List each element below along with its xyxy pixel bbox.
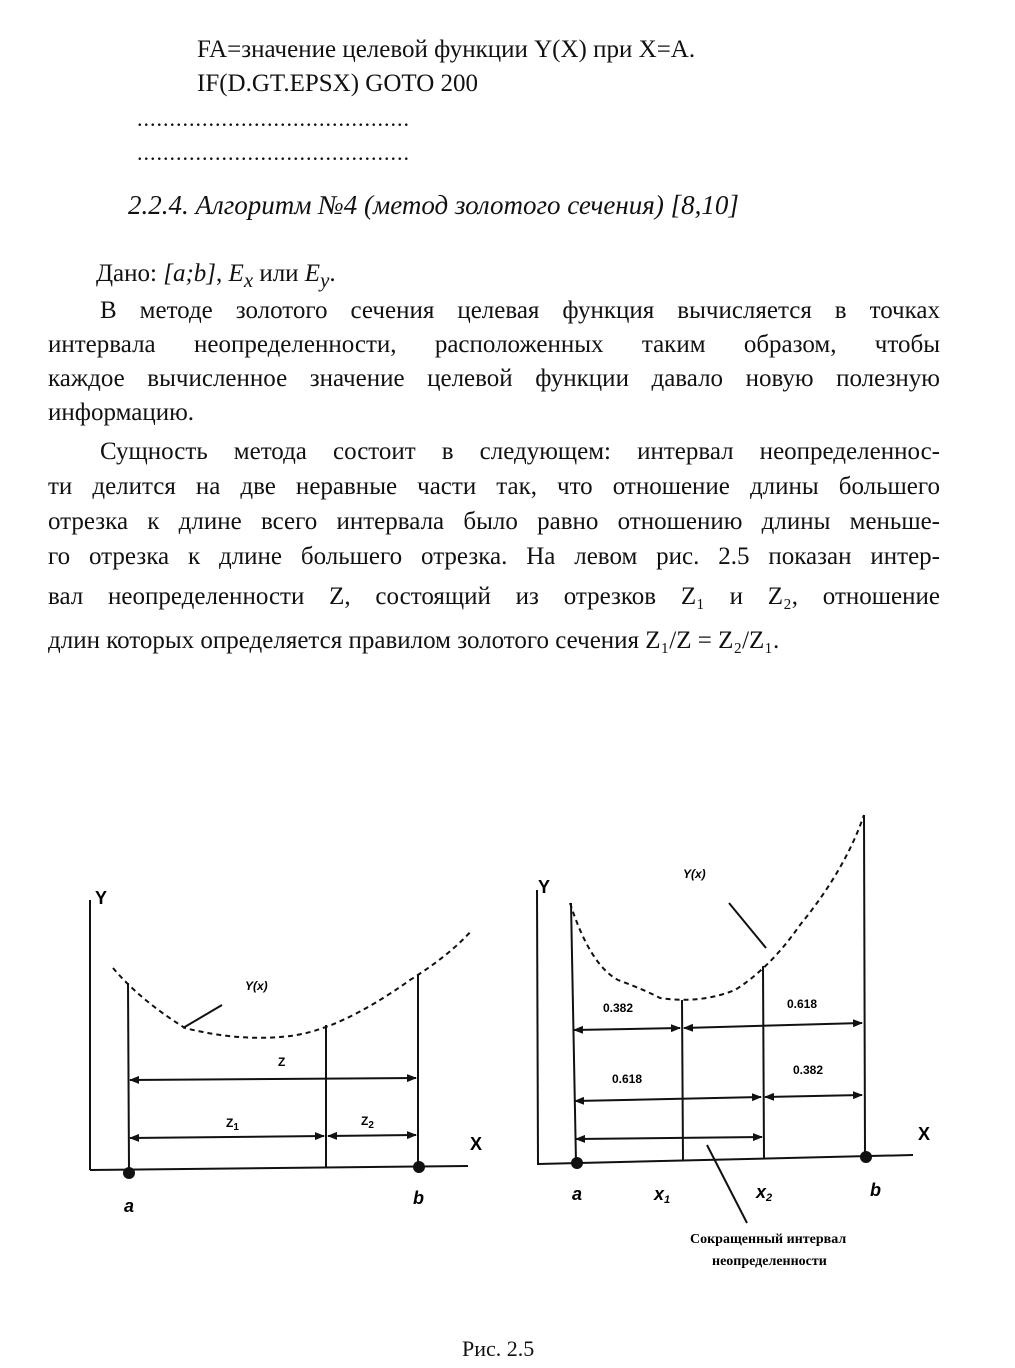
right-value-0382-top: 0.382 bbox=[603, 1001, 634, 1015]
right-value-0618-top: 0.618 bbox=[787, 997, 818, 1011]
given-line: Дано: [a;b], $E_x$ или $E_y$. bbox=[96, 260, 336, 292]
right-arrow-0618-top bbox=[684, 1023, 862, 1028]
right-arrow-0618-bottom bbox=[575, 1097, 761, 1101]
figure-caption: Рис. 2.5 bbox=[462, 1336, 535, 1361]
left-z1-label: $Z_1$ bbox=[226, 1116, 239, 1133]
given-prefix: Дано: bbox=[96, 260, 164, 287]
left-diagram bbox=[90, 900, 472, 1170]
right-b-label: b bbox=[870, 1180, 881, 1200]
given-end: . bbox=[329, 260, 336, 287]
left-arrow-z2 bbox=[328, 1135, 416, 1136]
given-ey: E bbox=[304, 260, 321, 287]
para1-line: интервала неопределенности, расположенных таким образом, чтобы bbox=[48, 331, 940, 358]
left-line-a bbox=[128, 983, 129, 1170]
right-y-axis bbox=[537, 890, 538, 1165]
right-point-b bbox=[860, 1151, 872, 1163]
right-curve bbox=[570, 815, 864, 1000]
left-arrow-z bbox=[130, 1078, 416, 1080]
given-ex-sub: x bbox=[243, 268, 254, 292]
right-note-line-2: неопределенности bbox=[712, 1254, 827, 1269]
given-ey-sub: y bbox=[320, 268, 330, 292]
right-point-a bbox=[571, 1157, 583, 1169]
right-arrow-0382-bottom bbox=[765, 1095, 862, 1097]
left-a-label: a bbox=[124, 1196, 135, 1216]
given-interval: [a;b] bbox=[163, 260, 217, 287]
given-or: или bbox=[253, 260, 305, 287]
left-curve-pointer bbox=[183, 1005, 222, 1028]
right-x1-label: x1 bbox=[654, 1184, 671, 1206]
left-point-a bbox=[123, 1167, 135, 1179]
right-line-x1 bbox=[682, 1000, 683, 1161]
right-diagram bbox=[537, 815, 913, 1223]
right-note-line-1: Сокращенный интервал bbox=[690, 1232, 847, 1247]
right-arrow-0382-top bbox=[574, 1028, 680, 1030]
right-y-label: Y bbox=[538, 877, 551, 897]
right-line-b bbox=[864, 815, 865, 1156]
dotted-line-2: .......................................... bbox=[137, 140, 410, 165]
dotted-line-1: .......................................... bbox=[137, 106, 410, 131]
para2-line: вал неопределенности Z, состоящий из отрезков Z₁ и Z₂, отношение bbox=[48, 583, 940, 610]
left-y-label: Y bbox=[95, 888, 108, 908]
para2-line: Сущность метода состоит в следующем: интервал неопределеннос- bbox=[100, 438, 940, 465]
left-z2-label: $Z_2$ bbox=[361, 1114, 374, 1131]
left-x-axis bbox=[90, 1166, 468, 1170]
right-curve-label: Y(x) bbox=[683, 867, 706, 881]
right-x-label: X bbox=[918, 1124, 931, 1144]
code-line-1: FA=значение целевой функции Y(X) при X=A. bbox=[197, 36, 696, 63]
right-curve-pointer bbox=[729, 903, 766, 948]
left-x-label: X bbox=[470, 1134, 483, 1154]
right-line-x2 bbox=[763, 966, 764, 1159]
right-value-0618-bottom: 0.618 bbox=[612, 1072, 643, 1086]
right-reduced-pointer bbox=[707, 1145, 747, 1223]
right-a-label: a bbox=[572, 1184, 583, 1204]
right-value-0382-bottom: 0.382 bbox=[793, 1063, 824, 1077]
para2-line: длин которых определяется правилом золотого сечения Z₁/Z = Z₂/Z₁. bbox=[48, 627, 780, 654]
right-arrow-reduced bbox=[576, 1137, 762, 1139]
left-point-b bbox=[413, 1161, 425, 1173]
left-arrow-z1 bbox=[130, 1136, 324, 1138]
given-ex: E bbox=[228, 260, 244, 287]
code-line-2: IF(D.GT.EPSX) GOTO 200 bbox=[197, 70, 479, 97]
right-x-axis bbox=[538, 1155, 913, 1164]
left-curve-label: Y(x) bbox=[245, 979, 268, 993]
right-line-a bbox=[571, 903, 576, 1163]
right-x2-label: x2 bbox=[756, 1182, 773, 1204]
left-z-label: Z bbox=[278, 1055, 286, 1069]
para2-line: го отрезка к длине большего отрезка. На левом рис. 2.5 показан интер- bbox=[48, 543, 940, 570]
para2-line: отрезка к длине всего интервала было равно отношению длины меньше- bbox=[48, 508, 940, 535]
para1-line: каждое вычисленное значение целевой функции давало новую полезную bbox=[48, 365, 940, 392]
para1-line: В методе золотого сечения целевая функция вычисляется в точках bbox=[100, 297, 940, 324]
section-heading: 2.2.4. Алгоритм №4 (метод золотого сечения) [8,10] bbox=[128, 190, 739, 220]
para2-line: ти делится на две неравные части так, что отношение длины большего bbox=[48, 473, 940, 500]
para1-line: информацию. bbox=[48, 399, 195, 426]
left-b-label: b bbox=[413, 1188, 424, 1208]
